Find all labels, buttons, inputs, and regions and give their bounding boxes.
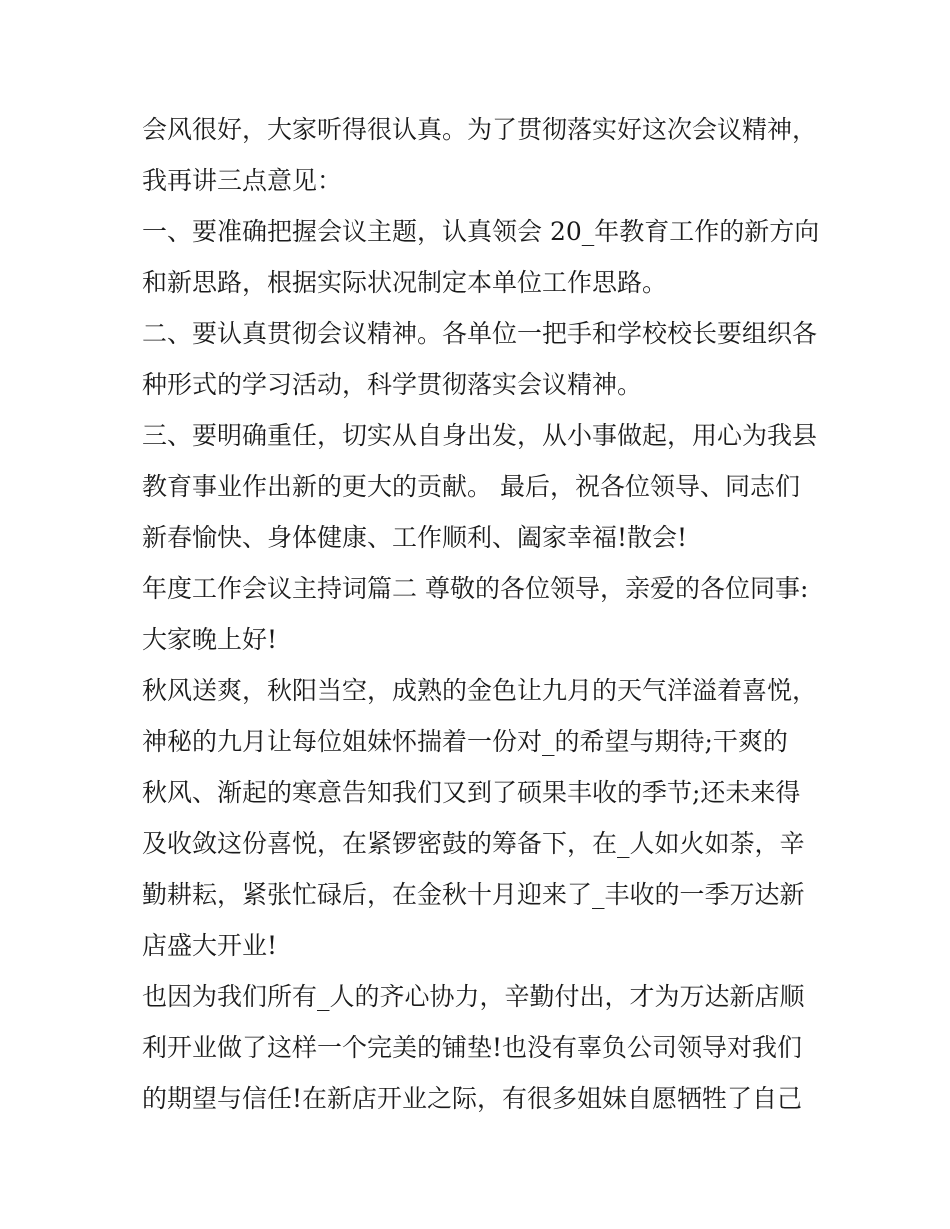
section-heading-line: 年度工作会议主持词篇二 尊敬的各位领导，亲爱的各位同事: xyxy=(142,574,809,603)
text-line: 三、要明确重任，切实从自身出发，从小事做起，用心为我县 xyxy=(142,421,818,450)
text-line: 及收敛这份喜悦，在紧锣密鼓的筹备下，在_人如火如荼，辛 xyxy=(142,829,805,858)
text-line: 的期望与信任!在新店开业之际，有很多姐妹自愿牺牲了自己 xyxy=(142,1084,803,1113)
text-line: 二、要认真贯彻会议精神。各单位一把手和学校校长要组织各 xyxy=(142,319,818,348)
text-line: 也因为我们所有_人的齐心协力，辛勤付出，才为万达新店顺 xyxy=(142,982,805,1011)
text-line: 利开业做了这样一个完美的铺垫!也没有辜负公司领导对我们 xyxy=(142,1033,803,1062)
text-line: 教育事业作出新的更大的贡献。 最后，祝各位领导、同志们 xyxy=(142,472,800,501)
document-body xyxy=(142,104,832,1124)
text-line: 勤耕耘，紧张忙碌后，在金秋十月迎来了_丰收的一季万达新 xyxy=(142,880,805,909)
text-line: 秋风、渐起的寒意告知我们又到了硕果丰收的季节;还未来得 xyxy=(142,778,801,807)
text-line: 秋风送爽，秋阳当空，成熟的金色让九月的天气洋溢着喜悦， xyxy=(142,676,818,705)
text-line: 大家晚上好! xyxy=(142,625,278,654)
text-line: 我再讲三点意见： xyxy=(142,166,343,195)
text-line: 种形式的学习活动，科学贯彻落实会议精神。 xyxy=(142,370,643,399)
text-line: 和新思路，根据实际状况制定本单位工作思路。 xyxy=(142,268,668,297)
text-line: 会风很好，大家听得很认真。为了贯彻落实好这次会议精神， xyxy=(142,115,818,144)
text-line: 神秘的九月让每位姐妹怀揣着一份对_的希望与期待;干爽的 xyxy=(142,727,788,756)
text-line: 新春愉快、身体健康、工作顺利、阖家幸福!散会! xyxy=(142,523,688,552)
text-line: 一、要准确把握会议主题，认真领会 20_年教育工作的新方向 xyxy=(142,217,820,246)
text-line: 店盛大开业! xyxy=(142,931,278,960)
